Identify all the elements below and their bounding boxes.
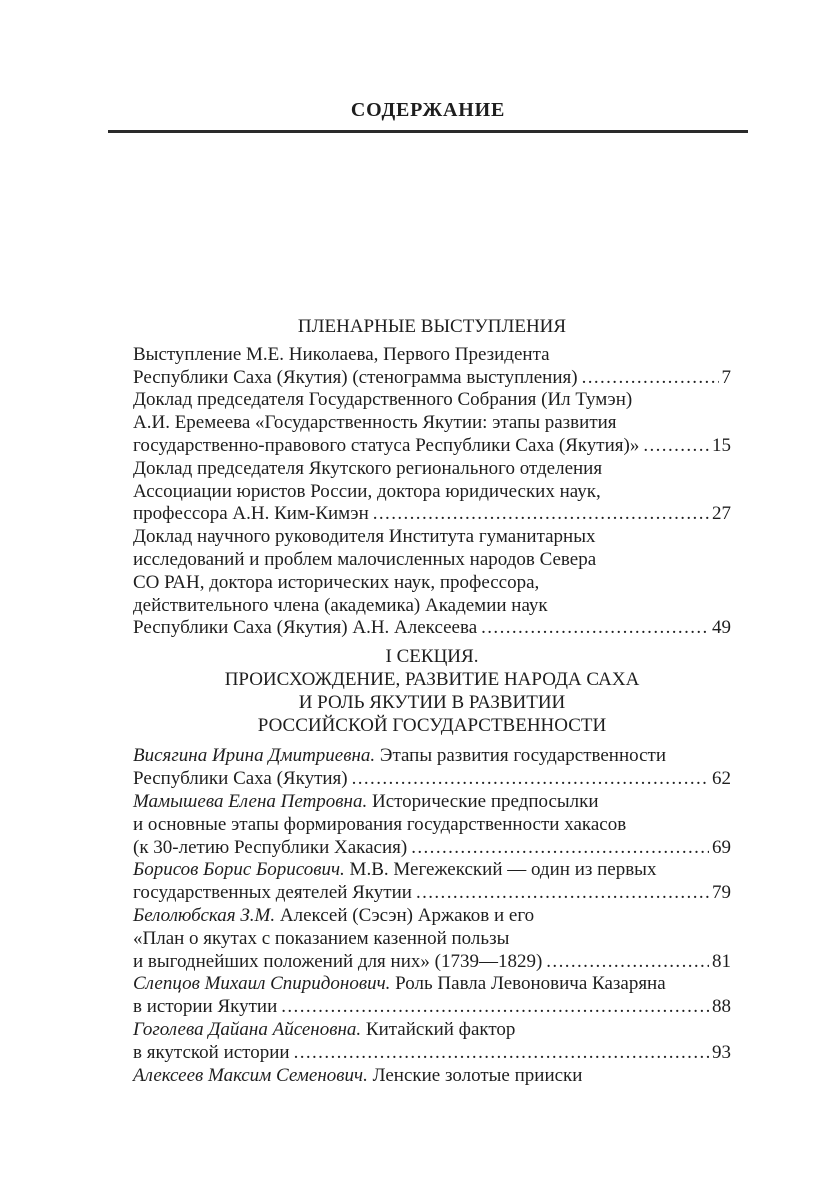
page-number: 7	[721, 366, 731, 388]
toc-entry-author: Алексеев Максим Семенович.	[133, 1064, 368, 1086]
toc-line	[133, 367, 731, 390]
toc-entry-text: СО РАН, доктора исторических наук, профессора,	[133, 571, 540, 593]
table-of-contents	[133, 316, 731, 1087]
toc-line	[133, 549, 731, 572]
toc-line	[133, 905, 731, 928]
page-number: 15	[712, 434, 731, 456]
toc-entry-text: и выгоднейших положений для них» (1739—1829)	[133, 950, 543, 972]
section-heading	[133, 646, 731, 737]
toc-entry-text: Ленские золотые прииски	[372, 1064, 583, 1086]
page-number: 62	[712, 768, 731, 790]
section-heading-line: И РОЛЬ ЯКУТИИ В РАЗВИТИИ	[298, 691, 566, 713]
toc-entry	[133, 458, 731, 526]
toc-line	[133, 503, 731, 526]
toc-entry	[133, 1065, 731, 1088]
toc-entry-text: А.И. Еремеева «Государственность Якутии: этапы развития	[133, 412, 617, 434]
toc-line	[133, 458, 731, 481]
toc-entry-text: (к 30-летию Республики Хакасия)	[133, 836, 408, 858]
toc-line	[133, 951, 731, 974]
toc-line	[133, 617, 731, 640]
section-heading-line: ПЛЕНАРНЫЕ ВЫСТУПЛЕНИЯ	[297, 316, 567, 337]
toc-entry-text: Республики Саха (Якутия) А.Н. Алексеева	[133, 617, 478, 639]
dot-leader	[416, 882, 709, 905]
toc-line	[133, 882, 731, 905]
toc-entry	[133, 526, 731, 640]
toc-line	[133, 1065, 731, 1088]
toc-line	[133, 814, 731, 837]
toc-entry	[133, 745, 731, 791]
toc-line	[133, 745, 731, 768]
toc-entry-author: Белолюбская З.М.	[133, 904, 276, 926]
toc-entry-text: «План о якутах с показанием казенной пользы	[133, 927, 510, 949]
toc-entry-author: Борисов Борис Борисович.	[133, 859, 345, 881]
toc-entry-text: Этапы развития государственности	[379, 745, 667, 767]
header-divider	[108, 130, 748, 133]
toc-entry-text: Роль Павла Левоновича Казаряна	[395, 973, 666, 995]
section-heading	[133, 316, 731, 339]
toc-line	[133, 526, 731, 549]
toc-line	[133, 1019, 731, 1042]
dot-leader	[294, 1042, 709, 1065]
toc-entry-author: Гоголева Дайана Айсеновна.	[133, 1018, 362, 1040]
toc-entry	[133, 905, 731, 973]
toc-entry-text: Республики Саха (Якутия) (стенограмма выступления)	[133, 366, 578, 388]
toc-entry-author: Мамышева Елена Петровна.	[133, 790, 368, 812]
toc-entry-text: действительного члена (академика) Академии наук	[133, 594, 548, 616]
toc-line	[133, 996, 731, 1019]
toc-entry	[133, 389, 731, 457]
toc-entry-author: Висягина Ирина Дмитриевна.	[133, 745, 376, 767]
toc-entry-text: М.В. Мегежекский — один из первых	[349, 859, 657, 881]
dot-leader	[546, 951, 709, 974]
toc-entry	[133, 344, 731, 390]
toc-line	[133, 481, 731, 504]
toc-line	[133, 973, 731, 996]
dot-leader	[281, 996, 709, 1019]
section-heading-line: РОССИЙСКОЙ ГОСУДАРСТВЕННОСТИ	[257, 714, 607, 736]
toc-line	[133, 344, 731, 367]
toc-line	[133, 435, 731, 458]
toc-line	[133, 389, 731, 412]
toc-entry-text: Доклад научного руководителя Института гуманитарных	[133, 526, 596, 548]
toc-entry-text: исследований и проблем малочисленных народов Севера	[133, 548, 597, 570]
page-number: 81	[712, 950, 731, 972]
toc-entry-text: Исторические предпосылки	[371, 790, 599, 812]
toc-line	[133, 859, 731, 882]
toc-entry	[133, 859, 731, 905]
toc-line	[133, 791, 731, 814]
toc-entry	[133, 1019, 731, 1065]
toc-line	[133, 595, 731, 618]
toc-entry-text: Республики Саха (Якутия)	[133, 768, 348, 790]
toc-entry-text: в якутской истории	[133, 1041, 290, 1063]
toc-entry-text: Китайский фактор	[365, 1018, 516, 1040]
dot-leader	[643, 435, 709, 458]
toc-entry-text: государственных деятелей Якутии	[133, 882, 412, 904]
toc-entry	[133, 973, 731, 1019]
toc-entry-text: и основные этапы формирования государственности хакасов	[133, 813, 627, 835]
toc-entry-text: Ассоциации юристов России, доктора юридических наук,	[133, 480, 601, 502]
page-number: 93	[712, 1041, 731, 1063]
toc-entry	[133, 791, 731, 859]
toc-line	[133, 572, 731, 595]
page-title: СОДЕРЖАНИЕ	[350, 99, 506, 121]
dot-leader	[352, 768, 709, 791]
page-number: 79	[712, 882, 731, 904]
toc-entry-text: Доклад председателя Государственного Собрания (Ил Тумэн)	[133, 389, 633, 411]
dot-leader	[481, 617, 709, 640]
toc-line	[133, 1042, 731, 1065]
toc-line	[133, 412, 731, 435]
dot-leader	[373, 503, 709, 526]
toc-entry-text: государственно-правового статуса Республики Саха (Якутия)»	[133, 434, 640, 456]
page-number: 49	[712, 617, 731, 639]
page-number: 88	[712, 996, 731, 1018]
page-number: 27	[712, 503, 731, 525]
toc-entry-text: профессора А.Н. Ким-Кимэн	[133, 503, 369, 525]
page-number: 69	[712, 836, 731, 858]
toc-entry-text: в истории Якутии	[133, 996, 278, 1018]
section-heading-line: ПРОИСХОЖДЕНИЕ, РАЗВИТИЕ НАРОДА САХА	[224, 668, 640, 690]
section-heading-line: I СЕКЦИЯ.	[385, 646, 479, 668]
toc-line	[133, 768, 731, 791]
toc-line	[133, 837, 731, 860]
dot-leader	[582, 367, 719, 390]
toc-line	[133, 928, 731, 951]
toc-entry-text: Доклад председателя Якутского регионального отделения	[133, 457, 603, 479]
dot-leader	[411, 837, 709, 860]
toc-entry-text: Выступление М.Е. Николаева, Первого Президента	[133, 343, 550, 365]
toc-entry-author: Слепцов Михаил Спиридонович.	[133, 973, 391, 995]
toc-entry-text: Алексей (Сэсэн) Аржаков и его	[279, 904, 535, 926]
